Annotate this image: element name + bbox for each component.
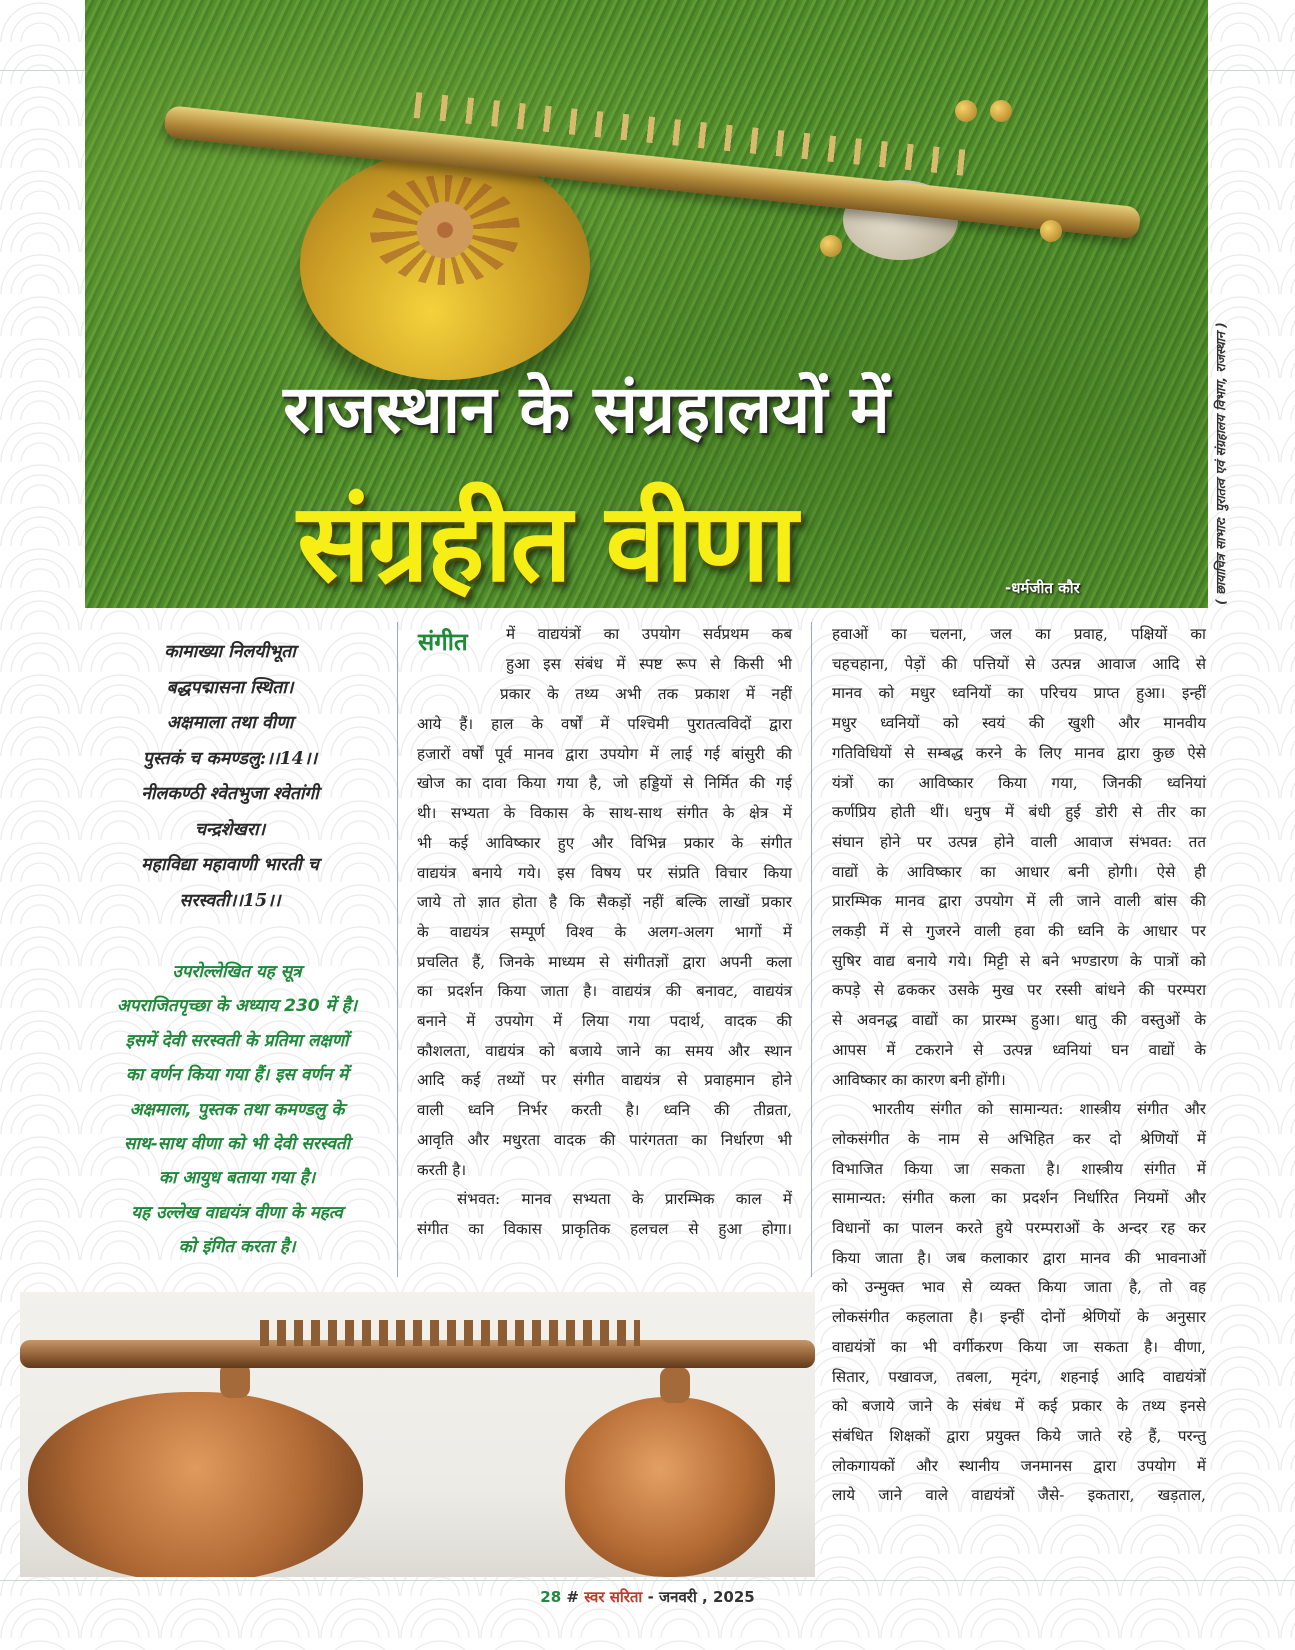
tuning-peg [990,100,1012,122]
note-line: इसमें देवी सरस्वती के प्रतिमा लक्षणों [125,1030,349,1051]
text-line: वाली ध्वनि निर्भर करती है। ध्वनि की तीव्रता, [417,1101,792,1120]
text-line: भी कई आविष्कार हुए और विभिन्न प्रकार के संगीत [417,833,792,852]
column-rule [397,622,398,1277]
author-byline: -धर्मजीत कौर [1005,579,1080,597]
text-line: बनाने में उपयोग में लिया गया पदार्थ, वादक की [417,1012,792,1031]
text-line: के वाद्ययंत्र सम्पूर्ण विश्व के अलग-अलग भागों में [417,922,792,941]
column-rule [811,622,812,1277]
shloka-line: अक्षमाला तथा वीणा [166,713,294,733]
column-1-body [417,710,792,1245]
shloka-line: चन्द्रशेखरा। [194,819,266,840]
text-line: संघान होने पर उत्पन्न होने वाली आवाज संभवत: तत [832,832,1206,851]
text-line: हवाओं का चलना, जल का प्रवाह, पक्षियों का [832,625,1206,643]
text-line: लोकगायकों और स्थानीय जनमानस द्वारा उपयोग में [832,1456,1206,1475]
note-line: का आयुध बताया गया है। [158,1168,316,1189]
veena-photo [20,1292,815,1577]
note-line: अक्षमाला, पुस्तक तथा कमण्डलु के [129,1099,345,1120]
shloka-line: नीलकण्ठी श्वेतभुजा श्वेतांगी [141,784,319,804]
text-line: कर्णप्रिय होती थीं। धनुष में बंधी हुई डोरी से तीर का [832,803,1206,822]
gourd-stem [660,1367,690,1403]
shloka-line: कामाख्या निलयीभूता [164,642,296,662]
text-line: लोकसंगीत कहलाता है। इन्हीं दोनों श्रेणियों के अनुसार [832,1308,1206,1327]
note-line: अपराजितपृच्छा के अध्याय 230 में है। [116,996,358,1017]
tuning-peg [955,100,977,122]
text-line: जाये तो ज्ञात होता है कि सैकड़ों नहीं बल्कि लाखों प्रकार [417,893,792,912]
text-line: लाये जाने वाले वाद्ययंत्रों जैसे- इकतारा, खड़ताल, [832,1486,1206,1505]
column-1-lead [506,650,792,680]
column-1-lead [500,680,792,710]
text-line: कौशलता, वाद्ययंत्र को बजाये जाने का समय और स्थान [417,1041,792,1060]
text-line: संभवत: मानव सभ्यता के प्रारम्भिक काल में [457,1190,792,1209]
text-line: प्रचलित हैं, जिनके माध्यम से संगीतज्ञों द्वारा अपनी कला [417,952,792,971]
magazine-name: स्वर सरिता [584,1588,643,1606]
hero-photo [85,0,1208,608]
text-line: आविष्कार का कारण बनी होंगी। [832,1070,1006,1089]
page-footer [0,1587,1295,1607]
text-line: को बजाये जाने के संबंध में कई प्रकार के तथ्य इनसे [832,1397,1206,1416]
text-line: वाद्ययंत्रों का भी वर्गीकरण किया जा सकता है। वीणा, [832,1337,1206,1356]
text-line: करती है। [417,1160,467,1179]
text-line: किया जाता है। जब कलाकार द्वारा मानव की भावनाओं [832,1248,1206,1267]
text-line: प्रकार के तथ्य अभी तक प्रकाश में नहीं [500,685,792,703]
text-line: भारतीय संगीत को सामान्यत: शास्त्रीय संगीत और [872,1100,1206,1119]
text-line: सामान्यत: संगीत कला का प्रदर्शन निर्धारित नियमों और [832,1189,1206,1208]
text-line: हुआ इस संबंध में स्पष्ट रूप से किसी भी [506,655,792,673]
text-line: से अवनद्ध वाद्यों का प्रारम्भ हुआ। धातु की वस्तुओं के [832,1011,1206,1030]
note-line: साथ-साथ वीणा को भी देवी सरस्वती [123,1134,350,1155]
column-1-lead [506,620,792,650]
text-line: मानव को मधुर ध्वनियों का परिचय प्राप्त हुआ। इन्हीं [832,684,1206,703]
text-line: गतिविधियों से सम्बद्ध करने के लिए मानव द्वारा कुछ ऐसे [832,743,1206,762]
veena-gourd-left [28,1392,363,1577]
text-line: कपड़े से ढककर उसके मुख पर रस्सी बांधने की परम्परा [832,981,1206,1000]
shloka-block [70,635,390,919]
drop-word: संगीत [418,627,468,656]
text-line: का प्रदर्शन किया जाता है। वाद्ययंत्र की बनावट, वाद्ययंत्र [417,982,792,1001]
note-line: को इंगित करता है। [178,1237,296,1258]
text-line: सुषिर वाद्य बनाये गये। मिट्टी से बने भण्डारण के पात्रों को [832,951,1206,970]
text-line: आदि कई तथ्यों पर संगीत वाद्ययंत्र से प्रवाहमान होने [417,1071,792,1090]
text-line: को उन्मुक्त भाव से व्यक्त किया जाता है, तो वह [832,1278,1206,1297]
sidebar-note [82,955,392,1265]
note-line: यह उल्लेख वाद्ययंत्र वीणा के महत्व [131,1202,343,1223]
text-line: वाद्ययंत्र बनाये गये। इस विषय पर संप्रति विचार किया [417,863,792,882]
text-line: वाद्यों के आविष्कार का आधार बनी होगी। ऐसे ही [832,862,1206,881]
photo-credit-text: ( छायाचित्र साभार: पुरातत्व एवं संग्रहालय विभाग, राजस्थान ) [1213,322,1228,605]
veena-gourd-large [300,150,590,380]
gourd-floral-motif [370,175,520,285]
column-2-body [832,620,1206,1511]
text-line: सितार, पखावज, तबला, मृदंग, शहनाई आदि वाद्ययंत्रों [832,1367,1206,1386]
text-line: प्रारम्भिक मानव द्वारा उपयोग में ली जाने वाली बांस की [832,892,1206,911]
text-line: खोज का दावा किया गया है, जो हड्डियों से निर्मित की गई [417,774,792,793]
text-line: आवृति और मधुरता वादक की पारंगतता का निर्धारण भी [417,1130,792,1149]
footer-separator: # [566,1588,579,1606]
note-line: का वर्णन किया गया हैं। इस वर्णन में [125,1065,349,1086]
tuning-peg [1040,220,1062,242]
text-line: मधुर ध्वनियों को स्वयं की खुशी और मानवीय [832,714,1206,733]
text-line: संबंधित शिक्षकों द्वारा प्रयुक्त किये जाते रहे हैं, परन्तु [832,1426,1206,1445]
text-line: में वाद्ययंत्रों का उपयोग सर्वप्रथम कब [506,625,792,643]
title-line-2: संग्रहीत वीणा [297,481,796,606]
text-line: चहचहाना, पेड़ों की पत्तियों से उत्पन्न आवाज आदि से [832,654,1206,673]
title-line-1: राजस्थान के संग्रहालयों में [283,370,890,448]
shloka-line: महाविद्या महावाणी भारती च [141,855,319,875]
veena-frets [260,1320,640,1346]
text-line: विधानों का पालन करते हुये परम्पराओं के अन्दर रह कर [832,1219,1206,1238]
text-line: हजारों वर्षों पूर्व मानव द्वारा उपयोग में लाई गई बांसुरी की [417,744,792,763]
bottom-rule [0,1580,1295,1581]
text-line: आपस में टकराने से उत्पन्न ध्वनियां घन वाद्यों के [832,1040,1206,1059]
shloka-line: सरस्वती।।15।। [179,890,281,911]
text-line: यंत्रों का आविष्कार किया गया, जिनकी ध्वनियां [832,773,1206,792]
text-line: थी। सभ्यता के विकास के साथ-साथ संगीत के क्षेत्र में [417,804,792,823]
veena-gourd-right [565,1397,775,1577]
shloka-line: बद्धपद्मासना स्थिता। [166,677,294,698]
text-line: विभाजित किया जा सकता है। शास्त्रीय संगीत में [832,1159,1206,1178]
text-line: आये हैं। हाल के वर्षों में पश्चिमी पुरातत्वविदों द्वारा [417,715,792,733]
text-line: लोकसंगीत के नाम से अभिहित कर दो श्रेणियों में [832,1129,1206,1148]
page-number: 28 [540,1588,562,1606]
text-line: लकड़ी में से गुजरने वाली हवा की ध्वनि के आधार पर [832,922,1206,941]
note-line: उपरोल्लेखित यह सूत्र [172,962,302,982]
text-line: संगीत का विकास प्राकृतिक हलचल से हुआ होगा। [417,1219,792,1238]
issue-date: - जनवरी , 2025 [647,1588,755,1606]
shloka-line: पुस्तकं च कमण्डलु:।।14।। [142,748,318,769]
tuning-peg [820,235,842,257]
